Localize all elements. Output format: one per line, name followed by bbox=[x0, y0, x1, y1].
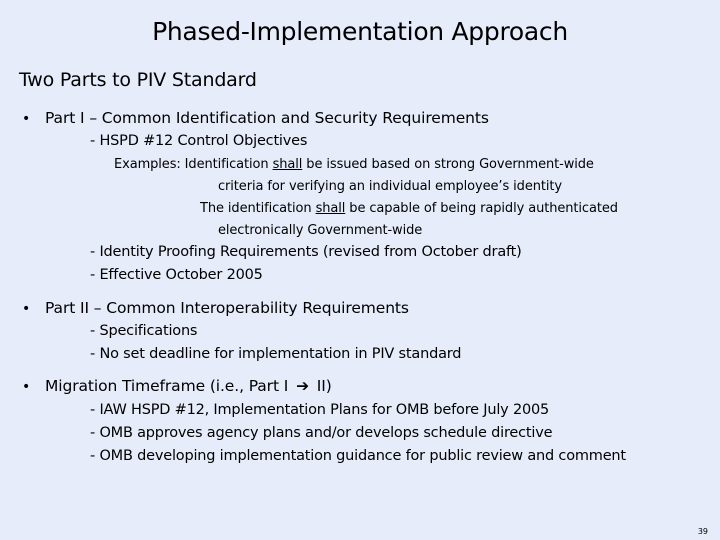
bullet-icon: • bbox=[22, 301, 31, 317]
list-item: - OMB developing implementation guidance for public review and comment bbox=[90, 448, 626, 464]
example-emphasis: shall bbox=[315, 201, 346, 216]
example-text: Examples: Identification bbox=[114, 157, 273, 172]
example-line: criteria for verifying an individual employee’s identity bbox=[218, 179, 562, 194]
section-heading-part2: Part II – Common Interoperability Requirements bbox=[45, 299, 409, 317]
example-text: be issued based on strong Government-wide bbox=[302, 157, 594, 172]
bullet-icon: • bbox=[22, 111, 31, 127]
heading-text: II) bbox=[311, 377, 332, 395]
list-item: - Specifications bbox=[90, 323, 198, 339]
example-text: be capable of being rapidly authenticated bbox=[345, 201, 618, 216]
section-heading-part1: Part I – Common Identification and Security Requirements bbox=[45, 109, 489, 127]
bullet-icon: • bbox=[22, 379, 31, 395]
arrow-right-icon: ➔ bbox=[296, 377, 309, 395]
slide-title: Phased-Implementation Approach bbox=[152, 17, 568, 46]
list-item: - IAW HSPD #12, Implementation Plans for OMB before July 2005 bbox=[90, 402, 550, 418]
list-item: - HSPD #12 Control Objectives bbox=[90, 133, 308, 149]
page-number: 39 bbox=[697, 527, 708, 536]
example-line: electronically Government-wide bbox=[218, 223, 423, 238]
slide-subtitle: Two Parts to PIV Standard bbox=[19, 69, 257, 91]
example-emphasis: shall bbox=[272, 157, 303, 172]
list-item: - Effective October 2005 bbox=[90, 267, 263, 283]
example-text: The identification bbox=[200, 201, 316, 216]
list-item: - Identity Proofing Requirements (revised from October draft) bbox=[90, 244, 522, 260]
list-item: - OMB approves agency plans and/or develops schedule directive bbox=[90, 425, 553, 441]
list-item: - No set deadline for implementation in PIV standard bbox=[90, 346, 462, 362]
section-heading-migration bbox=[45, 377, 332, 395]
example-line bbox=[114, 157, 594, 172]
heading-text: Migration Timeframe (i.e., Part I bbox=[45, 377, 289, 395]
example-line bbox=[200, 201, 618, 216]
